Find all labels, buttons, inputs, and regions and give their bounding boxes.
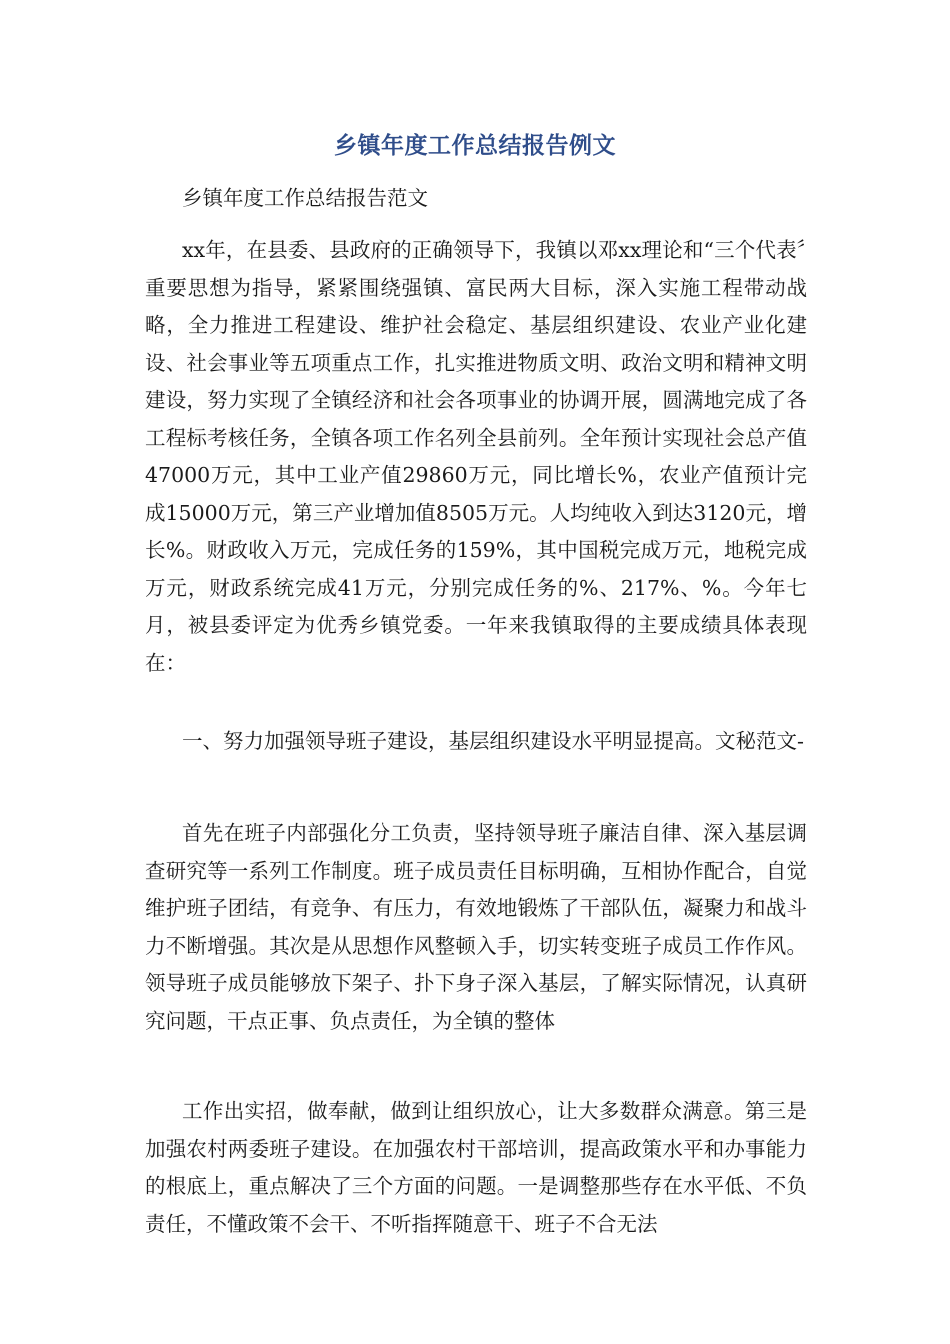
section-heading: 一、努力加强领导班子建设，基层组织建设水平明显提高。文秘范文- [182,729,804,753]
section-body-paragraph: 首先在班子内部强化分工负责，坚持领导班子廉洁自律、深入基层调查研究等一系列工作制度。班子成员责任目标明确，互相协作配合，自觉维护班子团结，有竞争、有压力，有效地锻炼了干部队伍，凝聚力和战斗力不断增强。其次是从思想作风整顿入手，切实转变班子成员工作作风。领导班子成员能够放下架子、扑下身子深入基层，了解实际情况，认真研究问题，干点正事、负点责任，为全镇的整体 [145,821,807,1033]
intro-paragraph: xx年，在县委、县政府的正确领导下，我镇以邓xx理论和“三个代表〞重要思想为指导，紧紧围绕强镇、富民两大目标，深入实施工程带动战略，全力推进工程建设、维护社会稳定、基层组织建设、农业产业化建设、社会事业等五项重点工作，扎实推进物质文明、政治文明和精神文明建设，努力实现了全镇经济和社会各项事业的协调开展，圆满地完成了各工程标考核任务，全镇各项工作名列全县前列。全年预计实现社会总产值47000万元，其中工业产值29860万元，同比增长%，农业产值预计完成15000万元，第三产业增加值8505万元。人均纯收入到达3120元，增长%。财政收入万元，完成任务的159%，其中国税完成万元，地税完成万元，财政系统完成41万元，分别完成任务的%、217%、%。今年七月，被县委评定为优秀乡镇党委。一年来我镇取得的主要成绩具体表现在： [145,238,807,675]
document-title: 乡镇年度工作总结报告例文 [334,133,616,159]
document-subtitle: 乡镇年度工作总结报告范文 [182,186,428,210]
continued-paragraph: 工作出实招，做奉献，做到让组织放心，让大多数群众满意。第三是加强农村两委班子建设。在加强农村干部培训，提高政策水平和办事能力的根底上，重点解决了三个方面的问题。一是调整那些存在水平低、不负责任，不懂政策不会干、不听指挥随意干、班子不合无法 [145,1099,807,1236]
